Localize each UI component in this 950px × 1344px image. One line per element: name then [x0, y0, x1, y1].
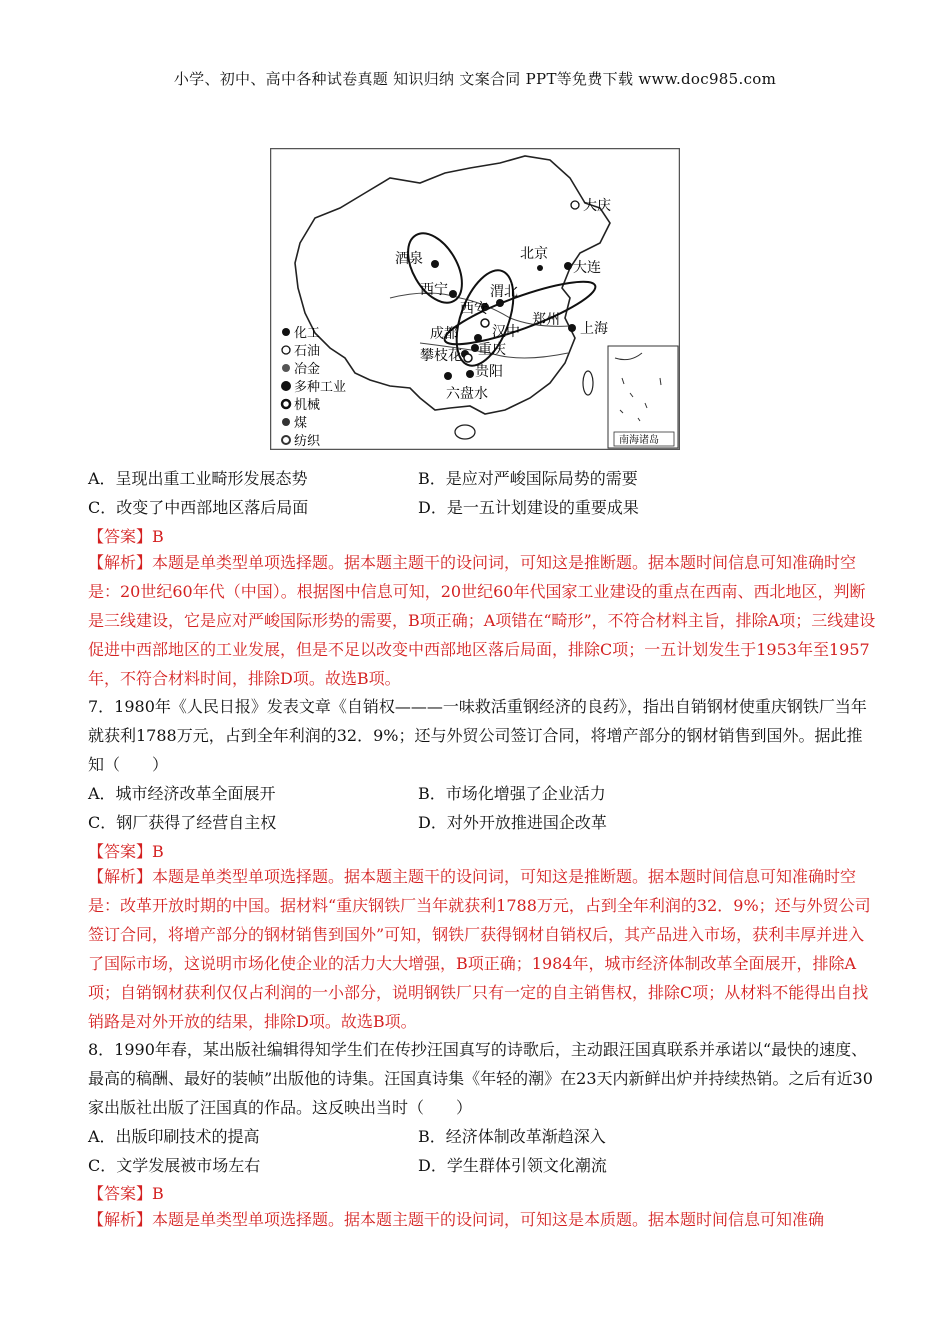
svg-text:机械: 机械: [294, 398, 321, 413]
q7-option-a: A．城市经济改革全面展开: [88, 784, 276, 803]
svg-text:大连: 大连: [573, 260, 601, 276]
svg-text:纺织: 纺织: [294, 434, 321, 449]
q6-option-b: B．是应对严峻国际局势的需要: [418, 469, 638, 488]
svg-text:北京: 北京: [520, 246, 548, 262]
svg-text:贵阳: 贵阳: [475, 364, 503, 380]
svg-text:郑州: 郑州: [532, 312, 560, 328]
svg-text:重庆: 重庆: [478, 342, 506, 358]
svg-text:冶金: 冶金: [294, 362, 321, 377]
svg-text:攀枝花: 攀枝花: [420, 348, 462, 364]
svg-text:六盘水: 六盘水: [446, 386, 488, 402]
svg-text:渭北: 渭北: [490, 284, 518, 300]
svg-text:南海诸岛: 南海诸岛: [619, 435, 659, 446]
q7-stem: 7．1980年《人民日报》发表文章《自销权———一味救活重钢经济的良药》，指出自销钢材使重庆钢铁厂当年就获利1788万元，占到全年利润的32．9%；还与外贸公司签订合同，将增产部分的钢材销售到国外。据此推知（ ）: [88, 697, 867, 774]
q8-option-b: B．经济体制改革渐趋深入: [418, 1127, 606, 1146]
q7-option-b: B．市场化增强了企业活力: [418, 784, 606, 803]
svg-text:西宁: 西宁: [420, 282, 448, 298]
svg-text:酒泉: 酒泉: [395, 251, 423, 267]
industry-map: [270, 148, 680, 450]
svg-text:煤: 煤: [294, 416, 308, 431]
svg-text:化工: 化工: [294, 326, 321, 341]
q8-stem: 8．1990年春，某出版社编辑得知学生们在传抄汪国真写的诗歌后，主动跟汪国真联系并承诺以“最快的速度、最高的稿酬、最好的装帧”出版他的诗集。汪国真诗集《年轻的潮》在23天内新鲜出炉并持续热销。之后有近30家出版社出版了汪国真的作品。这反映出当时（ ）: [88, 1040, 873, 1117]
q8-analysis: 【解析】本题是单类型单项选择题。据本题主题干的设问词，可知这是本质题。据本题时间信息可知准确: [88, 1210, 825, 1229]
page-header: 小学、初中、高中各种试卷真题 知识归纳 文案合同 PPT等免费下载 www.doc985.com: [173, 70, 777, 88]
q6-answer: 【答案】B: [88, 527, 164, 546]
svg-text:大庆: 大庆: [583, 198, 611, 214]
q6-option-a: A．呈现出重工业畸形发展态势: [88, 469, 308, 488]
q6-option-d: D．是一五计划建设的重要成果: [418, 498, 639, 517]
q7-analysis: 【解析】本题是单类型单项选择题。据本题主题干的设问词，可知这是推断题。据本题时间信息可知准确时空是：改革开放时期的中国。据材料“重庆钢铁厂当年就获利1788万元，占到全年利润的32．9%；还与外贸公司签订合同，将增产部分的钢材销售到国外”可知，钢铁厂获得钢材自销权后，其产品进入市场，获利丰厚并进入了国际市场，这说明市场化使企业的活力大大增强，B项正确；1984年，城市经济体制改革全面展开，排除A项；自销钢材获利仅仅占利润的一小部分，说明钢铁厂只有一定的自主销售权，排除C项；从材料不能得出自找销路是对外开放的结果，排除D项。故选B项。: [88, 867, 871, 1031]
svg-text:汉中: 汉中: [492, 324, 520, 340]
svg-text:多种工业: 多种工业: [294, 380, 347, 395]
svg-text:成都: 成都: [430, 326, 458, 342]
svg-text:西安: 西安: [460, 301, 488, 317]
q6-analysis: 【解析】本题是单类型单项选择题。据本题主题干的设问词，可知这是推断题。据本题时间信息可知准确时空是：20世纪60年代（中国）。根据图中信息可知，20世纪60年代国家工业建设的重点在西南、西北地区，判断是三线建设，它是应对严峻国际形势的需要，B项正确；A项错在“畸形”，不符合材料主旨，排除A项；三线建设促进中西部地区的工业发展，但是不足以改变中西部地区落后局面，排除C项；一五计划发生于1953年至1957年，不符合材料时间，排除D项。故选B项。: [88, 553, 876, 688]
q7-option-d: D．对外开放推进国企改革: [418, 813, 607, 832]
q8-option-a: A．出版印刷技术的提高: [88, 1127, 260, 1146]
svg-text:石油: 石油: [294, 344, 321, 359]
q7-answer: 【答案】B: [88, 842, 164, 861]
q8-answer: 【答案】B: [88, 1184, 164, 1203]
q8-option-c: C．文学发展被市场左右: [88, 1156, 261, 1175]
q8-option-d: D．学生群体引领文化潮流: [418, 1156, 607, 1175]
svg-text:上海: 上海: [580, 321, 608, 337]
q6-option-c: C．改变了中西部地区落后局面: [88, 498, 309, 517]
q7-option-c: C．钢厂获得了经营自主权: [88, 813, 277, 832]
